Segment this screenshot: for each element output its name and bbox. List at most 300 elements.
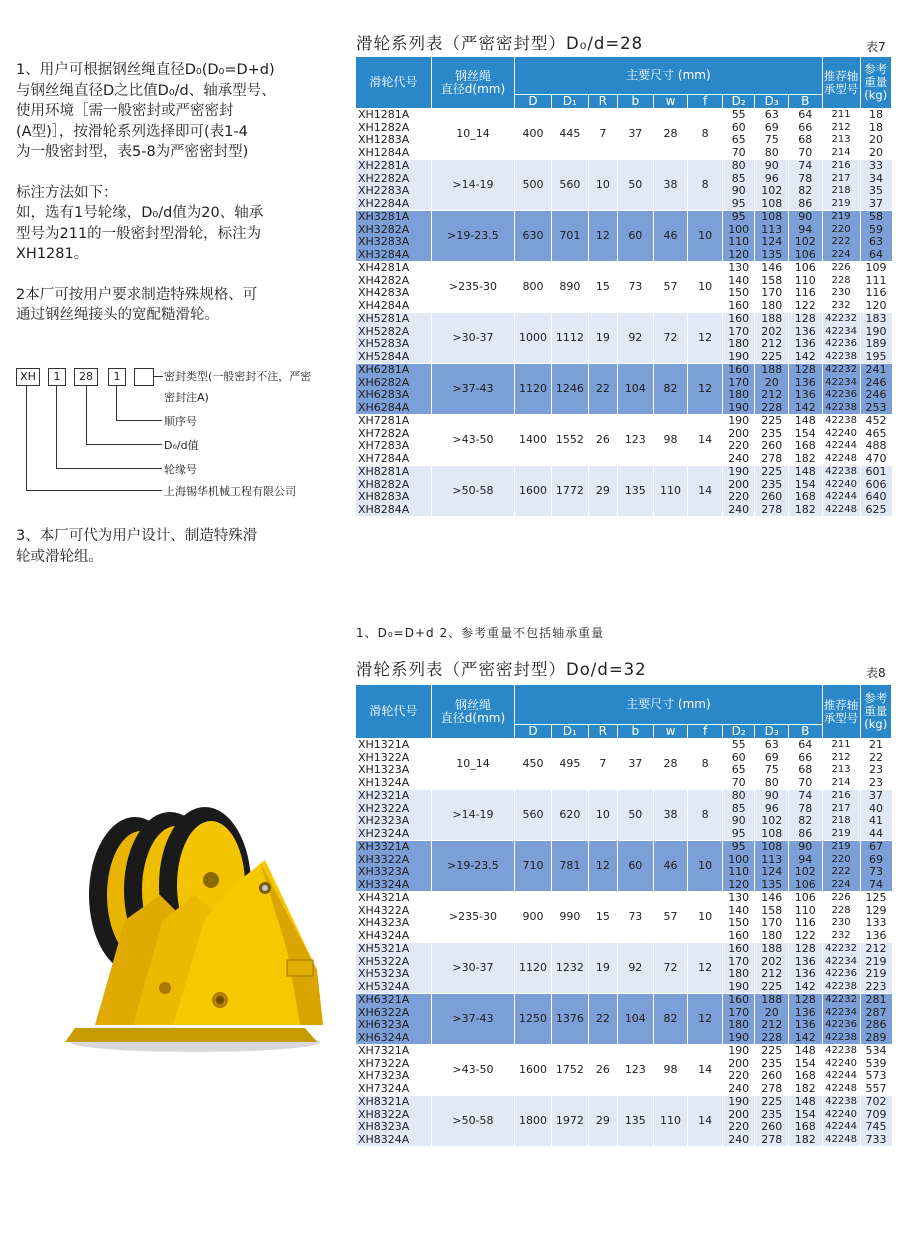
cell-code: XH6324A: [356, 1032, 432, 1045]
header-bearing: 推荐轴承型号: [822, 685, 860, 739]
cell-R: 22: [588, 994, 617, 1045]
cell-weight: 23: [860, 777, 892, 790]
cell-weight: 190: [860, 326, 892, 339]
header-main-dims: 主要尺寸 (mm): [515, 57, 822, 95]
cell-B: 116: [788, 917, 822, 930]
cell-b: 104: [617, 994, 653, 1045]
cell-weight: 601: [860, 466, 892, 479]
cell-rope-diameter: >235-30: [431, 892, 514, 943]
cell-B: 168: [788, 1121, 822, 1134]
cell-b: 92: [617, 313, 653, 364]
table8-body: [356, 739, 892, 1147]
cell-w: 28: [653, 109, 688, 160]
cell-rope-diameter: >37-43: [431, 364, 514, 415]
cell-weight: 253: [860, 402, 892, 415]
cell-D3: 188: [755, 943, 789, 956]
cell-code: XH5284A: [356, 351, 432, 364]
cell-weight: 606: [860, 479, 892, 492]
cell-D1: 495: [551, 739, 588, 790]
cell-R: 10: [588, 160, 617, 211]
cell-bearing: 226: [822, 892, 860, 905]
cell-D3: 96: [755, 173, 789, 186]
cell-D1: 890: [551, 262, 588, 313]
header-D3: D₃: [755, 95, 789, 109]
cell-code: XH4283A: [356, 287, 432, 300]
cell-D2: 55: [722, 109, 754, 122]
cell-D2: 220: [722, 1121, 754, 1134]
header-rope-diameter: 钢丝绳 直径d(mm): [431, 57, 514, 109]
cell-D: 400: [515, 109, 552, 160]
cell-D3: 278: [755, 453, 789, 466]
table7: [355, 56, 892, 516]
cell-R: 29: [588, 1096, 617, 1147]
cell-rope-diameter: >43-50: [431, 1045, 514, 1096]
cell-B: 90: [788, 841, 822, 854]
cell-weight: 745: [860, 1121, 892, 1134]
cell-B: 106: [788, 892, 822, 905]
cell-B: 78: [788, 173, 822, 186]
cell-D2: 110: [722, 866, 754, 879]
cell-bearing: 211: [822, 109, 860, 122]
cell-f: 8: [688, 739, 723, 790]
leader-seq-h: [116, 420, 162, 421]
cell-bearing: 212: [822, 122, 860, 135]
cell-bearing: 222: [822, 866, 860, 879]
table-row: [356, 994, 892, 1007]
cell-B: 136: [788, 956, 822, 969]
cell-D3: 225: [755, 981, 789, 994]
cell-B: 154: [788, 428, 822, 441]
cell-D2: 110: [722, 236, 754, 249]
table-row: [356, 415, 892, 428]
cell-f: 8: [688, 160, 723, 211]
cell-B: 182: [788, 1083, 822, 1096]
cell-code: XH7281A: [356, 415, 432, 428]
cell-w: 38: [653, 790, 688, 841]
cell-D3: 260: [755, 1070, 789, 1083]
cell-bearing: 224: [822, 249, 860, 262]
cell-weight: 18: [860, 109, 892, 122]
cell-code: XH1324A: [356, 777, 432, 790]
cell-D2: 190: [722, 981, 754, 994]
cell-B: 148: [788, 1096, 822, 1109]
cell-weight: 109: [860, 262, 892, 275]
cell-bearing: 218: [822, 815, 860, 828]
code-box-rim: 1: [48, 368, 66, 386]
header-B: B: [788, 95, 822, 109]
cell-bearing: 226: [822, 262, 860, 275]
cell-D3: 75: [755, 764, 789, 777]
cell-code: XH6283A: [356, 389, 432, 402]
cell-weight: 709: [860, 1109, 892, 1122]
cell-bearing: 213: [822, 134, 860, 147]
cell-weight: 120: [860, 300, 892, 313]
cell-B: 142: [788, 1032, 822, 1045]
header-w: w: [653, 95, 688, 109]
cell-code: XH5281A: [356, 313, 432, 326]
cell-bearing: 42244: [822, 440, 860, 453]
cell-B: 94: [788, 854, 822, 867]
cell-bearing: 42232: [822, 943, 860, 956]
cell-B: 128: [788, 364, 822, 377]
cell-bearing: 230: [822, 287, 860, 300]
table7-body: [356, 109, 892, 517]
cell-weight: 219: [860, 956, 892, 969]
cell-weight: 702: [860, 1096, 892, 1109]
cell-code: XH6282A: [356, 377, 432, 390]
cell-bearing: 42248: [822, 1083, 860, 1096]
cell-code: XH2284A: [356, 198, 432, 211]
cell-B: 142: [788, 981, 822, 994]
cell-B: 110: [788, 275, 822, 288]
cell-code: XH4321A: [356, 892, 432, 905]
cell-bearing: 42236: [822, 1019, 860, 1032]
table7-footnote: 1、D₀=D+d 2、参考重量不包括轴承重量: [356, 626, 605, 640]
cell-B: 82: [788, 815, 822, 828]
cell-bearing: 219: [822, 211, 860, 224]
cell-weight: 116: [860, 287, 892, 300]
cell-code: XH1281A: [356, 109, 432, 122]
table-row: [356, 790, 892, 803]
cell-D3: 113: [755, 224, 789, 237]
cell-D3: 90: [755, 790, 789, 803]
cell-bearing: 42232: [822, 313, 860, 326]
pulley-block-photo: [55, 800, 335, 1060]
cell-D2: 130: [722, 892, 754, 905]
cell-D3: 158: [755, 905, 789, 918]
cell-R: 22: [588, 364, 617, 415]
cell-D2: 240: [722, 1134, 754, 1147]
cell-code: XH3282A: [356, 224, 432, 237]
table-row: [356, 1096, 892, 1109]
cell-bearing: 214: [822, 777, 860, 790]
cell-b: 104: [617, 364, 653, 415]
cell-D2: 70: [722, 147, 754, 160]
cell-weight: 289: [860, 1032, 892, 1045]
cell-B: 136: [788, 1019, 822, 1032]
cell-D2: 140: [722, 275, 754, 288]
cell-B: 142: [788, 402, 822, 415]
cell-bearing: 220: [822, 224, 860, 237]
cell-D2: 180: [722, 1019, 754, 1032]
cell-D3: 228: [755, 402, 789, 415]
cell-bearing: 42240: [822, 428, 860, 441]
cell-D2: 160: [722, 300, 754, 313]
cell-bearing: 217: [822, 803, 860, 816]
cell-D1: 560: [551, 160, 588, 211]
cell-D2: 220: [722, 1070, 754, 1083]
cell-D2: 220: [722, 491, 754, 504]
cell-B: 168: [788, 440, 822, 453]
cell-B: 78: [788, 803, 822, 816]
cell-weight: 59: [860, 224, 892, 237]
cell-B: 136: [788, 377, 822, 390]
cell-code: XH7284A: [356, 453, 432, 466]
cell-f: 10: [688, 892, 723, 943]
cell-D1: 1772: [551, 466, 588, 517]
cell-rope-diameter: >43-50: [431, 415, 514, 466]
cell-D2: 150: [722, 917, 754, 930]
cell-code: XH3281A: [356, 211, 432, 224]
cell-weight: 21: [860, 739, 892, 752]
cell-code: XH5322A: [356, 956, 432, 969]
header-b: b: [617, 95, 653, 109]
cell-bearing: 216: [822, 790, 860, 803]
cell-D: 1250: [515, 994, 552, 1045]
cell-D3: 96: [755, 803, 789, 816]
cell-code: XH6281A: [356, 364, 432, 377]
cell-D3: 170: [755, 917, 789, 930]
cell-B: 154: [788, 479, 822, 492]
cell-bearing: 42240: [822, 479, 860, 492]
cell-w: 46: [653, 841, 688, 892]
cell-D3: 225: [755, 466, 789, 479]
cell-weight: 18: [860, 122, 892, 135]
cell-D: 900: [515, 892, 552, 943]
cell-f: 10: [688, 211, 723, 262]
cell-rope-diameter: 10_14: [431, 109, 514, 160]
cell-D3: 188: [755, 364, 789, 377]
cell-b: 92: [617, 943, 653, 994]
cell-bearing: 220: [822, 854, 860, 867]
leader-prefix-h: [26, 490, 162, 491]
table-row: [356, 364, 892, 377]
cell-D: 1120: [515, 943, 552, 994]
cell-bearing: 219: [822, 198, 860, 211]
cell-D2: 240: [722, 453, 754, 466]
selection-instructions: 1、用户可根据钢丝绳直径D₀(D₀=D+d) 与钢丝绳直径D之比值D₀/d、轴承型号、 使用环境［需一般密封或严密密封 (A型)］，按滑轮系列选择即可(表1-4 为一般密封型，表5-8为严密密封型): [16, 62, 276, 160]
cell-B: 148: [788, 1045, 822, 1058]
cell-D3: 225: [755, 1045, 789, 1058]
cell-weight: 125: [860, 892, 892, 905]
table-row: [356, 892, 892, 905]
cell-code: XH1323A: [356, 764, 432, 777]
cell-D2: 170: [722, 1007, 754, 1020]
cell-code: XH1282A: [356, 122, 432, 135]
cell-D3: 108: [755, 841, 789, 854]
cell-D: 560: [515, 790, 552, 841]
cell-weight: 41: [860, 815, 892, 828]
cell-D3: 20: [755, 377, 789, 390]
header-D1: D₁: [551, 95, 588, 109]
cell-R: 29: [588, 466, 617, 517]
cell-code: XH2283A: [356, 185, 432, 198]
cell-B: 168: [788, 491, 822, 504]
cell-D3: 180: [755, 930, 789, 943]
cell-B: 94: [788, 224, 822, 237]
cell-B: 82: [788, 185, 822, 198]
cell-w: 72: [653, 313, 688, 364]
cell-f: 14: [688, 1045, 723, 1096]
cell-R: 12: [588, 211, 617, 262]
cell-code: XH7322A: [356, 1058, 432, 1071]
cell-D2: 180: [722, 389, 754, 402]
cell-code: XH6322A: [356, 1007, 432, 1020]
cell-D1: 1246: [551, 364, 588, 415]
cell-weight: 286: [860, 1019, 892, 1032]
cell-rope-diameter: >30-37: [431, 943, 514, 994]
cell-D1: 445: [551, 109, 588, 160]
cell-bearing: 42234: [822, 1007, 860, 1020]
header-D: D: [515, 95, 552, 109]
cell-weight: 23: [860, 764, 892, 777]
cell-D2: 85: [722, 803, 754, 816]
header-D2: D₂: [722, 725, 754, 739]
cell-B: 86: [788, 828, 822, 841]
header-f: f: [688, 95, 723, 109]
cell-w: 46: [653, 211, 688, 262]
cell-D3: 212: [755, 389, 789, 402]
cell-code: XH2321A: [356, 790, 432, 803]
cell-B: 154: [788, 1058, 822, 1071]
cell-weight: 40: [860, 803, 892, 816]
cell-B: 128: [788, 313, 822, 326]
cell-D2: 100: [722, 854, 754, 867]
cell-D2: 190: [722, 1032, 754, 1045]
cell-w: 110: [653, 1096, 688, 1147]
cell-D2: 240: [722, 1083, 754, 1096]
cell-D3: 69: [755, 122, 789, 135]
cell-D2: 95: [722, 211, 754, 224]
header-main-dims: 主要尺寸 (mm): [515, 685, 822, 725]
cell-w: 57: [653, 892, 688, 943]
cell-B: 136: [788, 338, 822, 351]
cell-f: 10: [688, 262, 723, 313]
cell-code: XH8323A: [356, 1121, 432, 1134]
cell-bearing: 42248: [822, 453, 860, 466]
cell-bearing: 42238: [822, 981, 860, 994]
cell-rope-diameter: >50-58: [431, 1096, 514, 1147]
cell-weight: 34: [860, 173, 892, 186]
cell-D3: 63: [755, 109, 789, 122]
cell-bearing: 224: [822, 879, 860, 892]
cell-B: 74: [788, 790, 822, 803]
label-company: 上海锡华机械工程有限公司: [164, 485, 296, 498]
cell-bearing: 42236: [822, 338, 860, 351]
cell-b: 60: [617, 211, 653, 262]
cell-D3: 278: [755, 504, 789, 517]
cell-f: 14: [688, 1096, 723, 1147]
header-D1: D₁: [551, 725, 588, 739]
cell-code: XH8324A: [356, 1134, 432, 1147]
cell-D2: 190: [722, 351, 754, 364]
cell-D1: 781: [551, 841, 588, 892]
cell-D2: 160: [722, 994, 754, 1007]
cell-R: 19: [588, 943, 617, 994]
cell-bearing: 218: [822, 185, 860, 198]
cell-f: 12: [688, 994, 723, 1045]
cell-weight: 67: [860, 841, 892, 854]
cell-bearing: 42244: [822, 1070, 860, 1083]
cell-B: 64: [788, 109, 822, 122]
cell-code: XH2282A: [356, 173, 432, 186]
cell-D2: 95: [722, 841, 754, 854]
cell-rope-diameter: >14-19: [431, 160, 514, 211]
cell-b: 123: [617, 1045, 653, 1096]
cell-bearing: 212: [822, 752, 860, 765]
cell-rope-diameter: >19-23.5: [431, 841, 514, 892]
table-row: [356, 109, 892, 122]
cell-b: 37: [617, 109, 653, 160]
cell-D: 710: [515, 841, 552, 892]
cell-D3: 113: [755, 854, 789, 867]
cell-D3: 260: [755, 440, 789, 453]
cell-weight: 219: [860, 968, 892, 981]
table8-label: 表8: [866, 666, 886, 680]
cell-D2: 170: [722, 377, 754, 390]
cell-D2: 90: [722, 815, 754, 828]
label-rim: 轮缘号: [164, 463, 197, 476]
cell-B: 70: [788, 147, 822, 160]
cell-bearing: 42238: [822, 466, 860, 479]
cell-code: XH5282A: [356, 326, 432, 339]
cell-D2: 70: [722, 777, 754, 790]
cell-bearing: 42238: [822, 1032, 860, 1045]
cell-D1: 1552: [551, 415, 588, 466]
cell-B: 148: [788, 466, 822, 479]
cell-B: 122: [788, 930, 822, 943]
header-R: R: [588, 95, 617, 109]
cell-code: XH8281A: [356, 466, 432, 479]
header-f: f: [688, 725, 723, 739]
cell-D3: 90: [755, 160, 789, 173]
cell-b: 123: [617, 415, 653, 466]
cell-D: 1400: [515, 415, 552, 466]
cell-weight: 37: [860, 790, 892, 803]
cell-D1: 1972: [551, 1096, 588, 1147]
cell-code: XH8282A: [356, 479, 432, 492]
cell-D2: 120: [722, 879, 754, 892]
cell-w: 28: [653, 739, 688, 790]
cell-B: 154: [788, 1109, 822, 1122]
cell-D2: 140: [722, 905, 754, 918]
cell-D1: 1232: [551, 943, 588, 994]
cell-D3: 80: [755, 147, 789, 160]
cell-B: 116: [788, 287, 822, 300]
cell-D3: 63: [755, 739, 789, 752]
cell-weight: 44: [860, 828, 892, 841]
cell-weight: 35: [860, 185, 892, 198]
cell-R: 15: [588, 262, 617, 313]
cell-weight: 133: [860, 917, 892, 930]
cell-D2: 60: [722, 122, 754, 135]
cell-code: XH5323A: [356, 968, 432, 981]
header-D: D: [515, 725, 552, 739]
table-row: [356, 262, 892, 275]
cell-bearing: 42240: [822, 1058, 860, 1071]
cell-w: 110: [653, 466, 688, 517]
cell-D2: 55: [722, 739, 754, 752]
cell-rope-diameter: >19-23.5: [431, 211, 514, 262]
cell-bearing: 42232: [822, 994, 860, 1007]
table-row: [356, 739, 892, 752]
cell-R: 26: [588, 415, 617, 466]
header-R: R: [588, 725, 617, 739]
cell-D1: 1752: [551, 1045, 588, 1096]
label-ratio: D₀/d值: [164, 439, 199, 452]
table-row: [356, 313, 892, 326]
cell-rope-diameter: >37-43: [431, 994, 514, 1045]
cell-B: 136: [788, 1007, 822, 1020]
cell-D3: 146: [755, 892, 789, 905]
cell-D3: 235: [755, 1058, 789, 1071]
cell-weight: 20: [860, 147, 892, 160]
cell-D3: 278: [755, 1083, 789, 1096]
cell-code: XH1321A: [356, 739, 432, 752]
cell-D2: 200: [722, 428, 754, 441]
cell-weight: 22: [860, 752, 892, 765]
cell-D3: 108: [755, 828, 789, 841]
